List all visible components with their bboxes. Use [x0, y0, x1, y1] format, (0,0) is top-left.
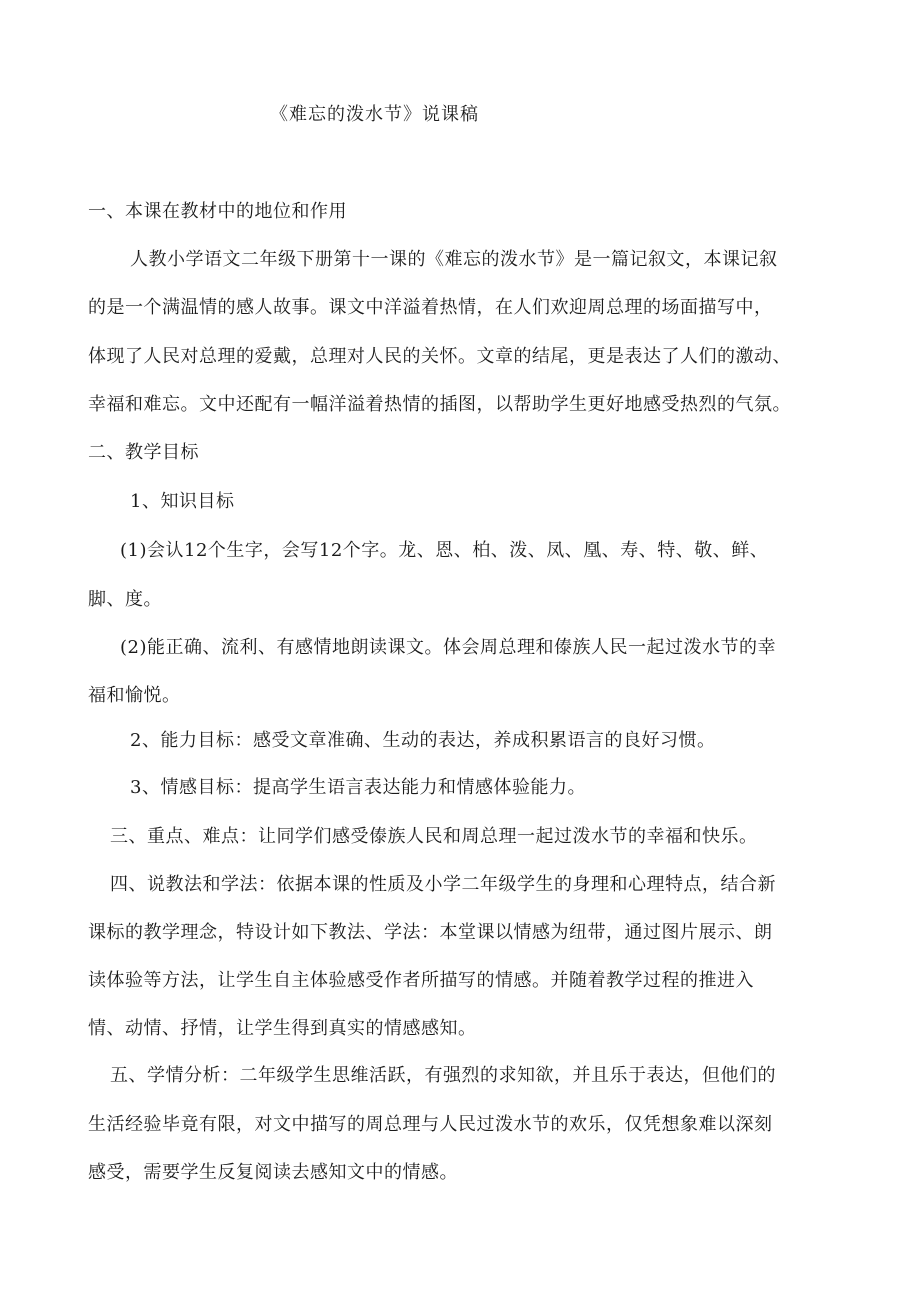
section-heading-3: 三、重点、难点：让同学们感受傣族人民和周总理一起过泼水节的幸福和快乐。	[110, 826, 758, 847]
paragraph-line: 体现了人民对总理的爱戴，总理对人民的关怀。文章的结尾，更是表达了人们的激动、	[88, 346, 791, 367]
paragraph-line: 读体验等方法，让学生自主体验感受作者所描写的情感。并随着教学过程的推进入	[88, 970, 754, 991]
subheading-knowledge: 1、知识目标	[130, 491, 235, 512]
paragraph-line: 情、动情、抒情，让学生得到真实的情感感知。	[88, 1018, 477, 1039]
subheading-ability: 2、能力目标：感受文章准确、生动的表达，养成积累语言的良好习惯。	[130, 730, 716, 751]
list-item: (2)能正确、流利、有感情地朗读课文。体会周总理和傣族人民一起过泼水节的幸	[120, 637, 776, 658]
paragraph-line: 生活经验毕竟有限，对文中描写的周总理与人民过泼水节的欢乐，仅凭想象难以深刻	[88, 1114, 773, 1135]
paragraph-line: 的是一个满温情的感人故事。课文中洋溢着热情，在人们欢迎周总理的场面描写中，	[88, 297, 773, 318]
section-heading-2: 二、教学目标	[88, 442, 199, 463]
document-title: 《难忘的泼水节》说课稿	[270, 104, 479, 125]
list-item: (1)会认12个生字，会写12个字。龙、恩、柏、泼、凤、凰、寿、特、敬、鲜、	[120, 540, 769, 561]
paragraph-line: 感受，需要学生反复阅读去感知文中的情感。	[88, 1162, 458, 1183]
paragraph-line: 幸福和难忘。文中还配有一幅洋溢着热情的插图，以帮助学生更好地感受热烈的气氛。	[88, 394, 791, 415]
subheading-emotion: 3、情感目标：提高学生语言表达能力和情感体验能力。	[130, 777, 586, 798]
list-item-continuation: 福和愉悦。	[88, 685, 181, 706]
section-heading-5: 五、学情分析：二年级学生思维活跃，有强烈的求知欲，并且乐于表达，但他们的	[110, 1065, 776, 1086]
list-item-continuation: 脚、度。	[88, 589, 162, 610]
section-heading-4: 四、说教法和学法：依据本课的性质及小学二年级学生的身理和心理特点，结合新	[110, 874, 776, 895]
section-heading-1: 一、本课在教材中的地位和作用	[88, 201, 347, 222]
paragraph-line: 人教小学语文二年级下册第十一课的《难忘的泼水节》是一篇记叙文，本课记叙	[130, 249, 778, 270]
paragraph-line: 课标的教学理念，特设计如下教法、学法：本堂课以情感为纽带，通过图片展示、朗	[88, 922, 773, 943]
